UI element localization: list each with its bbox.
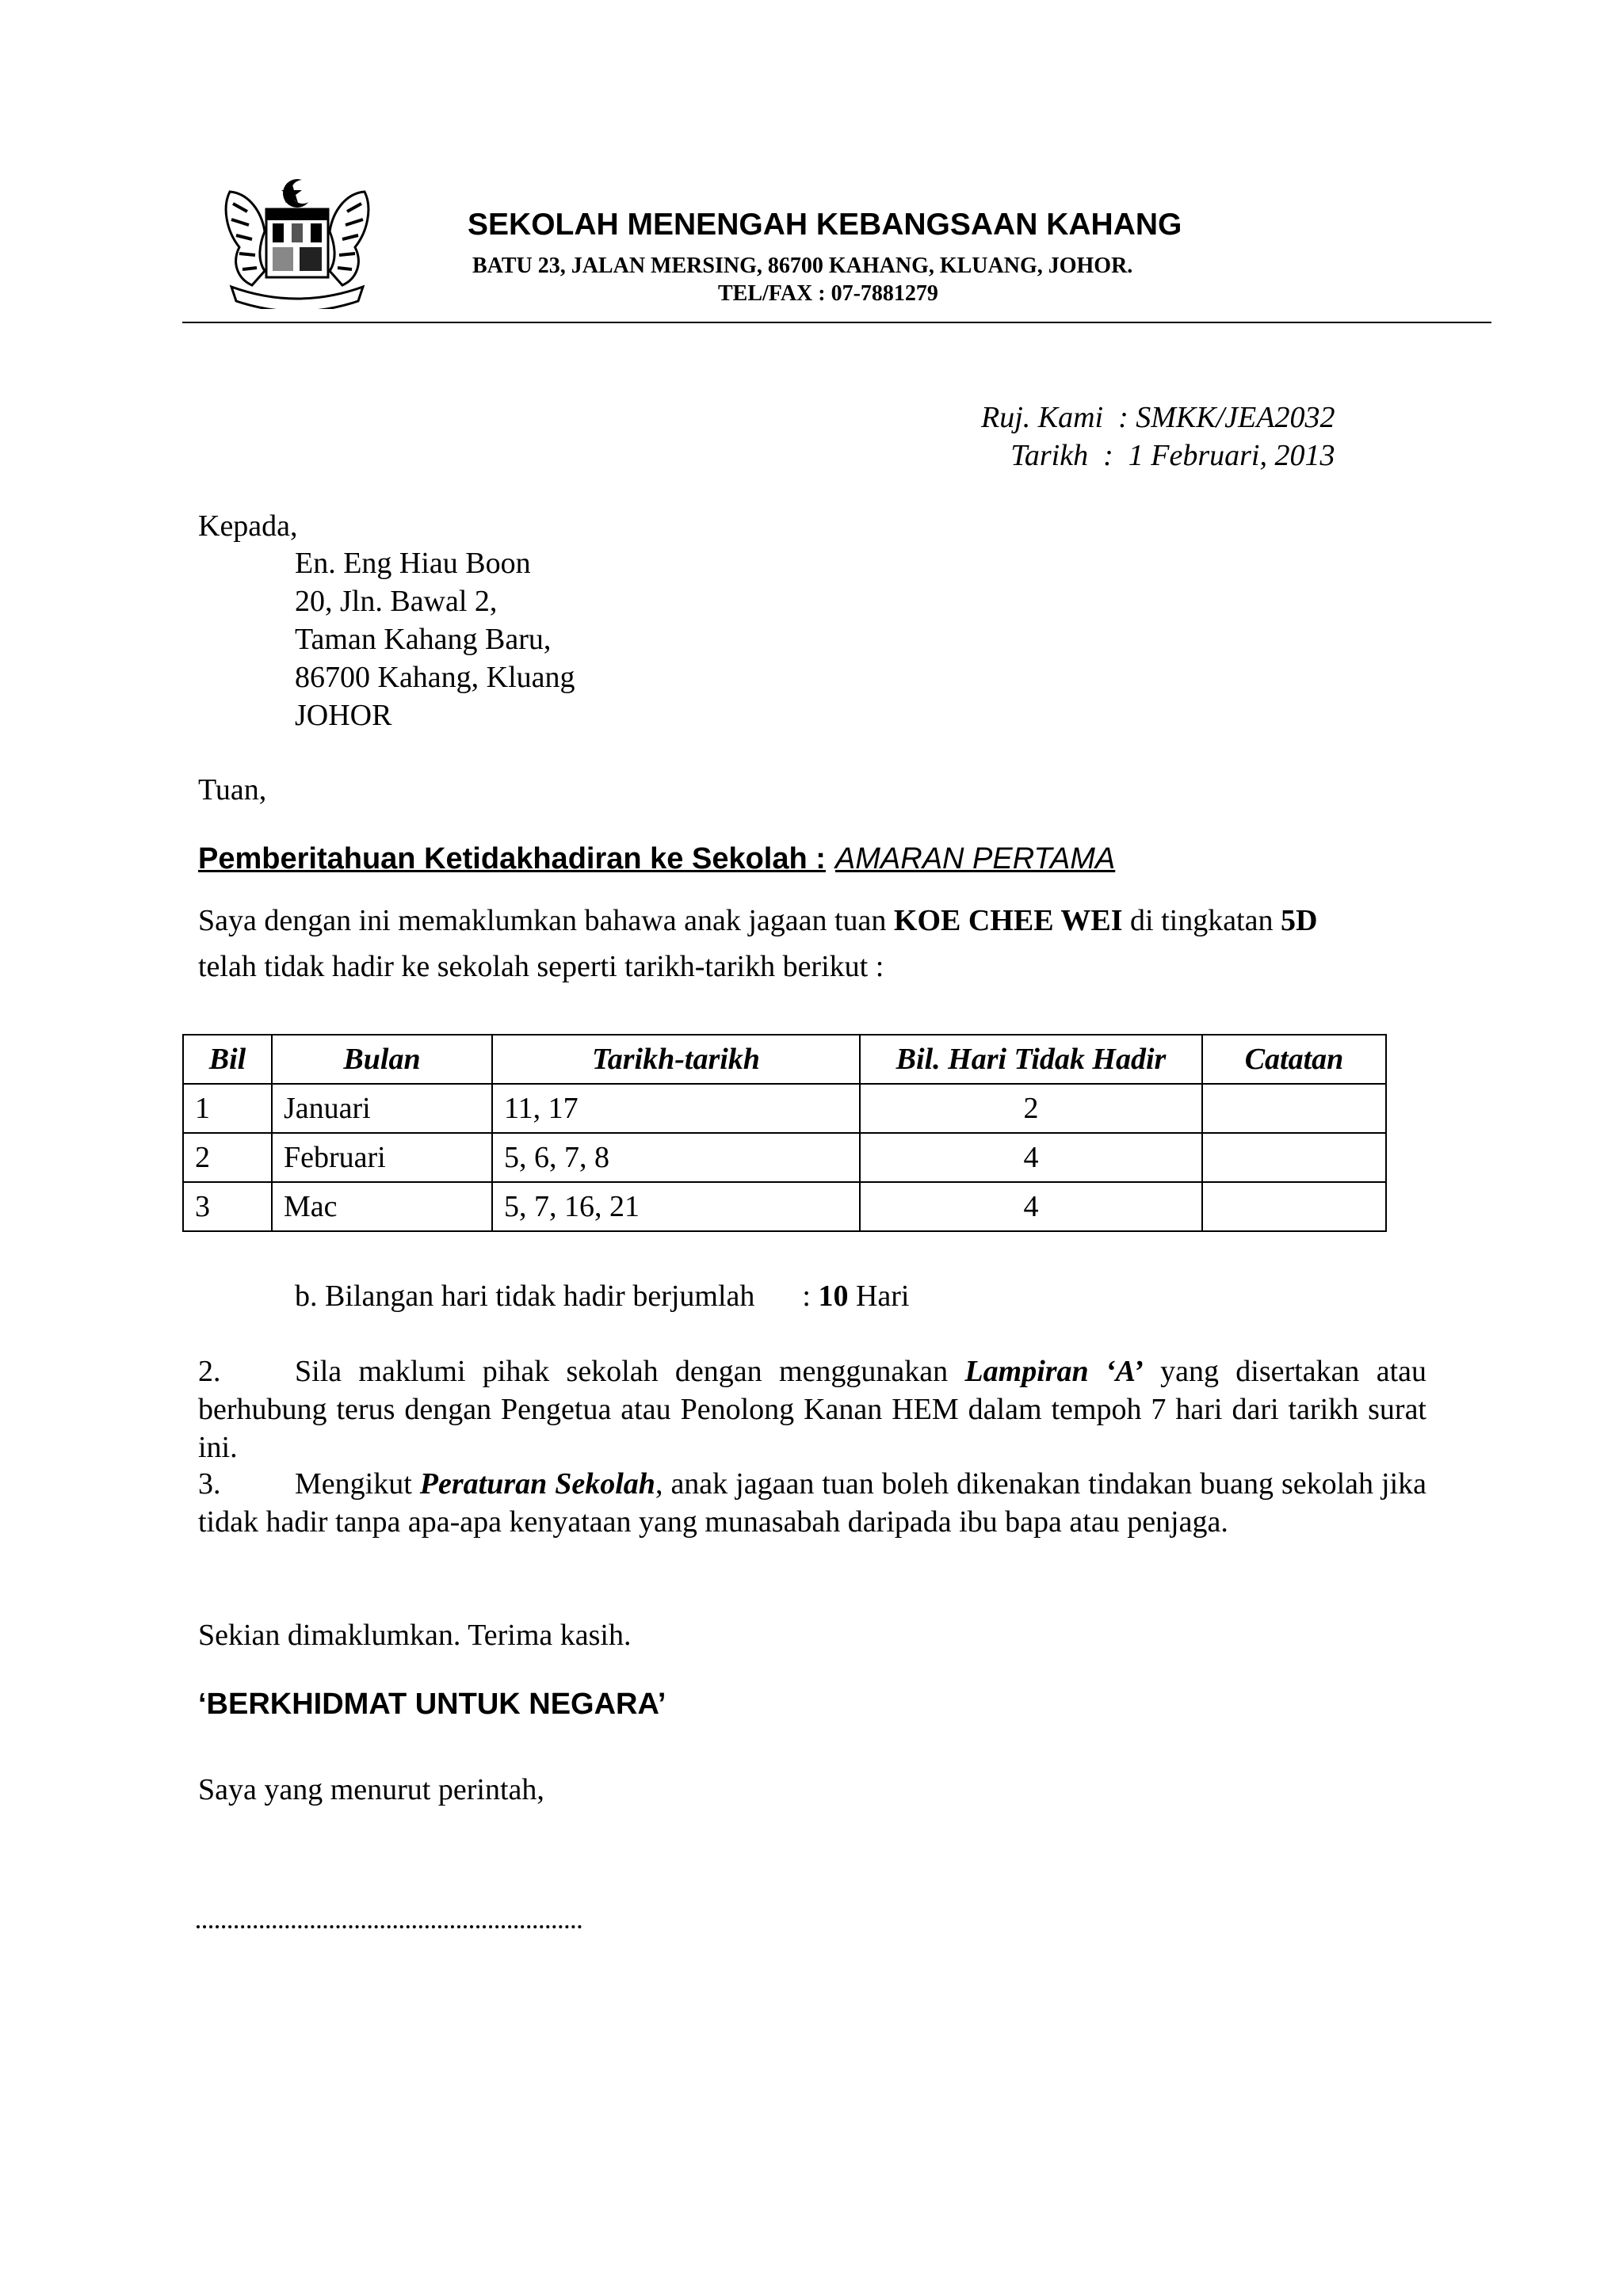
closing-line: Sekian dimaklumkan. Terima kasih. <box>198 1619 632 1652</box>
cell-no: 3 <box>183 1182 272 1231</box>
paragraph-2 <box>198 1352 1426 1466</box>
cell-dates: 5, 7, 16, 21 <box>492 1182 860 1231</box>
table-row <box>183 1084 1386 1133</box>
date-label: Tarikh <box>1010 439 1089 472</box>
absence-table <box>182 1034 1387 1232</box>
intro-line2: telah tidak hadir ke sekolah seperti tarikh-tarikh berikut : <box>198 950 884 983</box>
ref-value: SMKK/JEA2032 <box>1136 401 1335 434</box>
letter-subject <box>198 842 1115 876</box>
p2-text-b: yang disertakan atau berhubung terus dengan Pengetua atau Penolong Kanan HEM dalam tempoh 7 hari dari tarikh surat ini. <box>198 1355 1427 1464</box>
p3-text-b: , anak jagaan tuan boleh dikenakan tindakan buang sekolah jika tidak hadir tanpa apa-apa kenyataan yang munasabah daripada ibu bapa atau penjaga. <box>198 1467 1427 1539</box>
attachment-reference: Lampiran ‘A’ <box>964 1355 1144 1388</box>
recipient-greeting: Kepada, <box>198 509 298 543</box>
cell-days: 2 <box>860 1084 1202 1133</box>
intro-part1: Saya dengan ini memaklumkan bahawa anak jagaan tuan <box>198 904 887 937</box>
total-unit: Hari <box>855 1280 910 1313</box>
header-tarikh: Tarikh-tarikh <box>492 1035 860 1084</box>
ref-label: Ruj. Kami <box>981 401 1104 434</box>
paragraph-number: 3. <box>198 1467 221 1501</box>
header-divider <box>182 322 1491 323</box>
cell-note <box>1202 1182 1386 1231</box>
cell-no: 1 <box>183 1084 272 1133</box>
motto: ‘BERKHIDMAT UNTUK NEGARA’ <box>198 1688 666 1721</box>
intro-part2: di tingkatan <box>1130 904 1274 937</box>
date-value: 1 Februari, 2013 <box>1128 439 1335 472</box>
total-value: 10 <box>818 1280 849 1313</box>
table-row <box>183 1133 1386 1182</box>
subject-text: Pemberitahuan Ketidakhadiran ke Sekolah : <box>198 842 826 875</box>
cell-month: Februari <box>272 1133 492 1182</box>
total-label: b. Bilangan hari tidak hadir berjumlah <box>295 1280 755 1313</box>
paragraph-number: 2. <box>198 1355 221 1388</box>
salutation: Tuan, <box>198 773 267 807</box>
school-name: SEKOLAH MENENGAH KEBANGSAAN KAHANG <box>468 208 1182 242</box>
cell-days: 4 <box>860 1133 1202 1182</box>
school-telfax: TEL/FAX : 07-7881279 <box>718 281 938 306</box>
header-bil-hari: Bil. Hari Tidak Hadir <box>860 1035 1202 1084</box>
student-name: KOE CHEE WEI <box>893 904 1123 937</box>
header-bulan: Bulan <box>272 1035 492 1084</box>
recipient-address <box>295 544 575 734</box>
sign-off: Saya yang menurut perintah, <box>198 1773 544 1806</box>
address-line: 20, Jln. Bawal 2, <box>295 585 498 618</box>
signature-line <box>197 1925 582 1928</box>
p3-text-a: Mengikut <box>295 1467 412 1501</box>
cell-dates: 5, 6, 7, 8 <box>492 1133 860 1182</box>
cell-days: 4 <box>860 1182 1202 1231</box>
header-bil: Bil <box>183 1035 272 1084</box>
header-catatan: Catatan <box>1202 1035 1386 1084</box>
cell-no: 2 <box>183 1133 272 1182</box>
table-header-row <box>183 1035 1386 1084</box>
school-address: BATU 23, JALAN MERSING, 86700 KAHANG, KLUANG, JOHOR. <box>472 254 1133 278</box>
cell-dates: 11, 17 <box>492 1084 860 1133</box>
address-line: 86700 Kahang, Kluang <box>295 661 575 694</box>
address-line: Taman Kahang Baru, <box>295 623 552 656</box>
school-rules-reference: Peraturan Sekolah <box>419 1467 655 1501</box>
student-class: 5D <box>1280 904 1318 937</box>
cell-month: Mac <box>272 1182 492 1231</box>
address-line: JOHOR <box>295 699 392 732</box>
cell-month: Januari <box>272 1084 492 1133</box>
reference-block: Ruj. Kami : SMKK/JEA2032 Tarikh : 1 Februari, 2013 <box>981 401 1335 472</box>
intro-paragraph <box>198 898 1317 990</box>
total-absence: b. Bilangan hari tidak hadir berjumlah : 10 Hari <box>295 1280 910 1313</box>
malaysia-coat-of-arms-icon <box>216 176 379 309</box>
cell-note <box>1202 1133 1386 1182</box>
cell-note <box>1202 1084 1386 1133</box>
address-line: En. Eng Hiau Boon <box>295 547 531 580</box>
p2-text-a: Sila maklumi pihak sekolah dengan menggunakan <box>295 1355 949 1388</box>
subject-emphasis: AMARAN PERTAMA <box>834 842 1116 875</box>
paragraph-3 <box>198 1465 1426 1541</box>
table-row <box>183 1182 1386 1231</box>
